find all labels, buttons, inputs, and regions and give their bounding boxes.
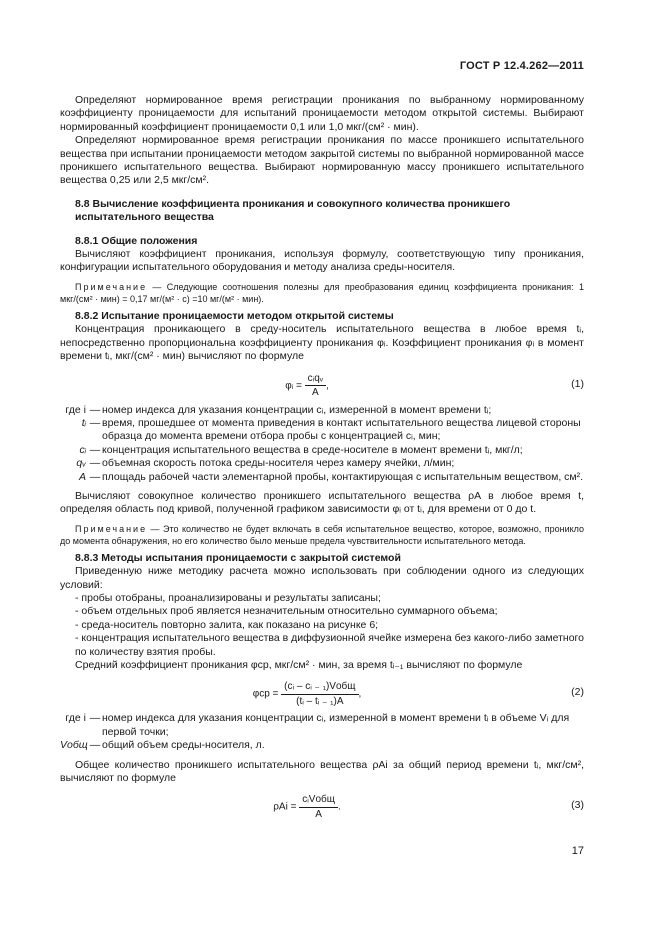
- legend-text: номер индекса для указания концентрации cᵢ, измеренной в момент времени tᵢ в объеме Vᵢ для первой точки;: [102, 712, 570, 738]
- section-8-8-title-line-2: испытательного вещества: [75, 211, 214, 224]
- formula-1: [60, 368, 584, 398]
- formula-1-number: (1): [571, 377, 584, 390]
- legend-symbol: tᵢ: [81, 416, 86, 429]
- formula-3-fraction: [299, 793, 338, 821]
- legend-symbol: cᵢ: [79, 443, 86, 456]
- section-8-8-1-title: 8.8.1 Общие положения: [75, 234, 198, 247]
- section-8-8-1-note: [60, 281, 584, 305]
- note-label: Примечание: [75, 523, 148, 534]
- legend-row: A — площадь рабочей части элементарной пробы, контактирующая с испытательным веществом, см².: [60, 471, 584, 484]
- legend-row: qᵥ — объемная скорость потока среды-носителя через камеру ячейки, л/мин;: [60, 457, 584, 470]
- formula-1-numerator: cᵢqᵥ: [305, 372, 326, 386]
- legend-text: общий объем среды-носителя, л.: [102, 739, 265, 752]
- legend-symbol: A: [78, 470, 86, 483]
- legend-row: где i — номер индекса для указания концентрации cᵢ, измеренной в момент времени tᵢ в объеме Vᵢ для первой точки;: [60, 712, 584, 739]
- legend-text: время, прошедшее от момента приведения в контакт испытательного вещества лицевой стороны образца до момента времени отбора пробы с концентрацией cᵢ, мин;: [102, 416, 581, 443]
- condition-item: - среда-носитель повторно залита, как показано на рисунке 6;: [75, 618, 379, 631]
- formula-2: [60, 676, 584, 706]
- formula-2-numerator: (cᵢ – cᵢ ₋ ₁)Vобщ: [281, 680, 358, 694]
- section-8-8-2-paragraph-1: Концентрация проникающего в среду-носитель испытательного вещества в любое время tᵢ, непосредственно пропорциональна коэффициенту проникания φᵢ. Коэффициент проникания φᵢ в момент времени tᵢ, мкг/(см² · мин) вычисляют по формуле: [60, 323, 584, 363]
- page-number: 17: [571, 845, 584, 857]
- condition-item: - концентрация испытательного вещества в диффузионной ячейке измерена без какого-либо заметного по количеству взятия пробы.: [75, 632, 584, 658]
- legend-text: концентрация испытательного вещества в среде-носителе в момент времени tᵢ, мкг/л;: [102, 443, 523, 456]
- condition-item: - объем отдельных проб является незначительным относительно суммарного объема;: [75, 605, 498, 618]
- legend-row: cᵢ — концентрация испытательного вещества в среде-носителе в момент времени tᵢ, мкг/л;: [60, 444, 584, 457]
- formula-2-tail: ,: [358, 688, 362, 700]
- legend-text: объемная скорость потока среды-носителя через камеру ячейки, л/мин;: [102, 457, 455, 470]
- formula-2-legend: [60, 712, 584, 752]
- note-text: — Это количество не будет включать в себя испытательное вещество, которое, возможно, проникло до момента обнаружения, но его количество было меньше предела чувствительности испытательного метода.: [60, 523, 584, 546]
- formula-1-denominator: A: [312, 386, 319, 398]
- formula-2-denominator: (tᵢ – tᵢ ₋ ₁)A: [296, 695, 344, 707]
- formula-2-number: (2): [571, 686, 584, 699]
- legend-symbol: Vобщ: [60, 739, 88, 752]
- legend-row: Vобщ — общий объем среды-носителя, л.: [60, 739, 584, 752]
- note-label: Примечание: [75, 281, 148, 292]
- legend-symbol: где i: [65, 712, 86, 725]
- formula-3-number: (3): [571, 799, 584, 812]
- section-8-8-3-paragraph-1: Приведенную ниже методику расчета можно использовать при соблюдении одного из следующих условий:: [60, 565, 584, 591]
- formula-1-legend: [60, 404, 584, 484]
- formula-3-tail: .: [337, 801, 341, 813]
- legend-row: tᵢ — время, прошедшее от момента приведения в контакт испытательного вещества лицевой стороны образца до момента времени отбора пробы с концентрацией cᵢ, мин;: [60, 417, 584, 444]
- note-text: — Следующие соотношения полезны для преобразования единиц коэффициента проникания: 1 мкг/(см² · мин) = 0,17 мг/(м² · с) =10 мг/(м² · мин).: [60, 281, 584, 304]
- formula-1-lhs: φᵢ =: [285, 380, 302, 392]
- section-8-8-3-title: 8.8.3 Методы испытания проницаемости с закрытой системой: [75, 551, 401, 564]
- formula-3-lhs: ρAi =: [273, 801, 297, 813]
- document-code: ГОСТ Р 12.4.262—2011: [459, 60, 584, 72]
- formula-3-numerator: cᵢVобщ: [299, 793, 338, 807]
- section-8-8-2-note: [60, 523, 584, 547]
- legend-symbol: где i: [65, 403, 86, 416]
- section-8-8-1-paragraph: Вычисляют коэффициент проникания, используя формулу, соответствующую типу проникания, конфигурации испытательного оборудования и методу анализа среды-носителя.: [60, 248, 584, 274]
- section-8-8-title-line-1: 8.8 Вычисление коэффициента проникания и совокупного количества проникшего: [75, 197, 511, 210]
- formula-3-denominator: A: [315, 808, 322, 820]
- formula-3: [60, 789, 584, 819]
- page-content: [60, 94, 584, 825]
- section-8-8-2-paragraph-2: Вычисляют совокупное количество проникшего испытательного вещества ρA в любое время t, определяя область под кривой, полученной графиком зависимости φᵢ от tᵢ, для времени от 0 до t.: [60, 489, 584, 516]
- condition-item: - пробы отобраны, проанализированы и результаты записаны;: [75, 591, 381, 604]
- intro-paragraph-2: Определяют нормированное время регистрации проникания по массе проникшего испытательного вещества при испытании проницаемости методом закрытой системы по выбранной нормированной массе проникшего испытательного вещества. Выбирают нормированную массу проникшего испытательного вещества 0,25 или 2,5 мкг/см².: [60, 134, 584, 187]
- section-8-8-3-paragraph-2: Средний коэффициент проникания φср, мкг/см² · мин, за время tᵢ₋₁ вычисляют по формуле: [75, 659, 523, 671]
- legend-text: площадь рабочей части элементарной пробы, контактирующая с испытательным веществом, см².: [102, 470, 584, 483]
- legend-text: номер индекса для указания концентрации cᵢ, измеренной в момент времени tᵢ;: [102, 403, 492, 416]
- formula-1-fraction: [305, 372, 326, 400]
- legend-symbol: qᵥ: [76, 457, 86, 470]
- intro-paragraph-1: Определяют нормированное время регистрации проникания по выбранному нормированному коэффициенту проницаемости для испытаний проницаемости методом открытой системы. Выбирают нормированный коэффициент проницаемости 0,1 или 1,0 мкг/(см² · мин).: [60, 94, 584, 133]
- section-8-8-3-paragraph-3: Общее количество проникшего испытательного вещества ρAi за общий период времени tᵢ, мкг/см², вычисляют по формуле: [60, 758, 584, 785]
- formula-2-lhs: φср =: [252, 688, 279, 700]
- formula-1-tail: ,: [326, 380, 329, 392]
- legend-row: где i — номер индекса для указания концентрации cᵢ, измеренной в момент времени tᵢ;: [60, 404, 584, 417]
- section-8-8-2-title: 8.8.2 Испытание проницаемости методом открытой системы: [75, 309, 394, 322]
- formula-2-fraction: [281, 680, 358, 708]
